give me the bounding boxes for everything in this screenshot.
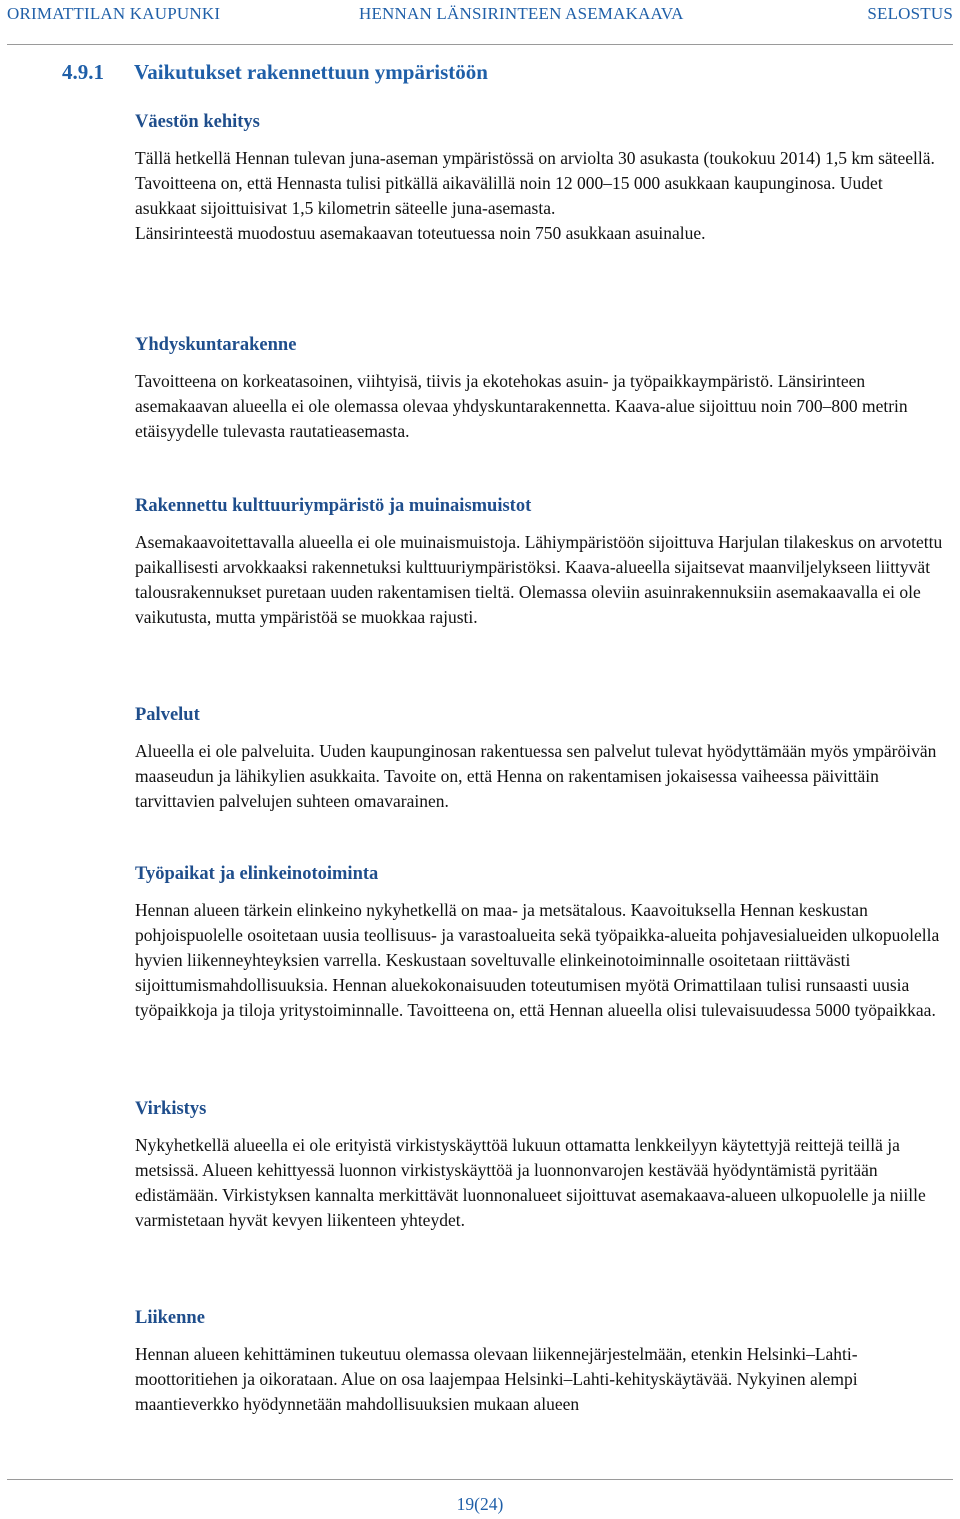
header-document-type: SELOSTUS [867,4,953,23]
subsection-heading: Yhdyskuntarakenne [135,335,297,355]
paragraph: Nykyhetkellä alueella ei ole erityistä virkistyskäyttöä lukuun ottamatta lenkkeilyyn käytettyjä reittejä teillä ja metsissä. Alueen kehittyessä luonnon virkistyskäyttöä ja luonnonvarojen kestävää hyödyntämistä pyritään edistämään. Virkistyksen kannalta merkittävät luonnonalueet sijoittuvat asemakaava-alueen ulkopuolelle ja niille varmistetaan hyvät kevyen liikenteen yhteydet. [135,1135,926,1230]
page-number: 19(24) [456,1494,504,1514]
subsection-heading: Liikenne [135,1308,205,1328]
paragraph: Hennan alueen tärkein elinkeino nykyhetkellä on maa- ja metsätalous. Kaavoituksella Hennan keskustan pohjoispuolelle osoitetaan uusia teollisuus- ja varastoalueita sekä työpaikka-alueita pohjavesialueiden ulkopuolella hyvien liikenneyhteyksien varrella. Keskustaan soveltuvalle elinkeinotoiminnalle osoitetaan riittävästi sijoittumismahdollisuuksia. Hennan aluekokonaisuuden toteutumisen myötä Orimattilaan tulisi runsaasti uusia työpaikkoja ja tiloja yritystoiminnalle. Tavoitteena on, että Hennan alueella olisi tulevaisuudessa 5000 työpaikkaa. [135,900,940,1020]
subsection-heading: Virkistys [135,1099,207,1119]
header-document-title: HENNAN LÄNSIRINTEEN ASEMAKAAVA [359,4,684,23]
subsection-employment [135,862,947,1023]
paragraph: Hennan alueen kehittäminen tukeutuu olemassa olevaan liikennejärjestelmään, etenkin Helsinki–Lahti-moottoritiehen ja oikorataan. Alue on osa laajempaa Helsinki–Lahti-kehityskäytävää. Nykyinen alempi maantieverkko hyödynnetään mahdollisuuksien mukaan alueen [135,1344,858,1414]
subsection-heading: Työpaikat ja elinkeinotoiminta [135,864,379,884]
paragraph: Asemakaavoitettavalla alueella ei ole muinaismuistoja. Lähiympäristöön sijoittuva Harjulan tilakeskus on arvotettu paikallisesti arvokkaaksi rakennetuksi kulttuuriympäristöksi. Kaava-alueella sijaitsevat maanviljelykseen liittyvät talousrakennukset puretaan uuden rakentamisen tieltä. Olemassa oleviin asuinrakennuksiin asemakaavalla ei ole vaikutusta, mutta ympäristöä se muokkaa rajusti. [135,532,943,627]
subsection-heading: Rakennettu kulttuuriympäristö ja muinaismuistot [135,496,532,516]
subsection-community-structure [135,333,947,444]
header-organization: ORIMATTILAN KAUPUNKI [7,4,221,23]
paragraph: Länsirinteestä muodostuu asemakaavan toteutuessa noin 750 asukkaan asuinalue. [135,223,706,243]
footer-divider [7,1479,953,1480]
subsection-heading: Väestön kehitys [135,112,260,132]
subsection-cultural-environment [135,494,947,630]
subsection-traffic [135,1306,947,1417]
section-number: 4.9.1 [62,60,104,84]
subsection-population [135,110,947,246]
subsection-recreation [135,1097,947,1233]
paragraph: Tavoitteena on korkeatasoinen, viihtyisä, tiivis ja ekotehokas asuin- ja työpaikkaympäristö. Länsirinteen asemakaavan alueella ei ole olemassa olevaa yhdyskuntarakennetta. Kaava-alue sijoittuu noin 700–800 metrin etäisyydelle tulevasta rautatieasemasta. [135,371,908,441]
page-header [7,4,953,26]
header-divider [7,44,953,45]
section-title-text: Vaikutukset rakennettuun ympäristöön [134,60,488,84]
subsection-services [135,703,947,814]
subsection-heading: Palvelut [135,705,200,725]
section-heading [62,60,488,85]
paragraph: Tällä hetkellä Hennan tulevan juna-aseman ympäristössä on arviolta 30 asukasta (toukokuu 2014) 1,5 km säteellä. Tavoitteena on, että Hennasta tulisi pitkällä aikavälillä noin 12 000–15 000 asukkaan kaupunginosa. Uudet asukkaat sijoittuisivat 1,5 kilometrin säteelle juna-asemasta. [135,148,935,218]
paragraph: Alueella ei ole palveluita. Uuden kaupunginosan rakentuessa sen palvelut tulevat hyödyttämään myös ympäröivän maaseudun ja lähikylien asukkaita. Tavoite on, että Henna on rakentamisen jokaisessa vaiheessa päivittäin tarvittavien palvelujen suhteen omavarainen. [135,741,937,811]
